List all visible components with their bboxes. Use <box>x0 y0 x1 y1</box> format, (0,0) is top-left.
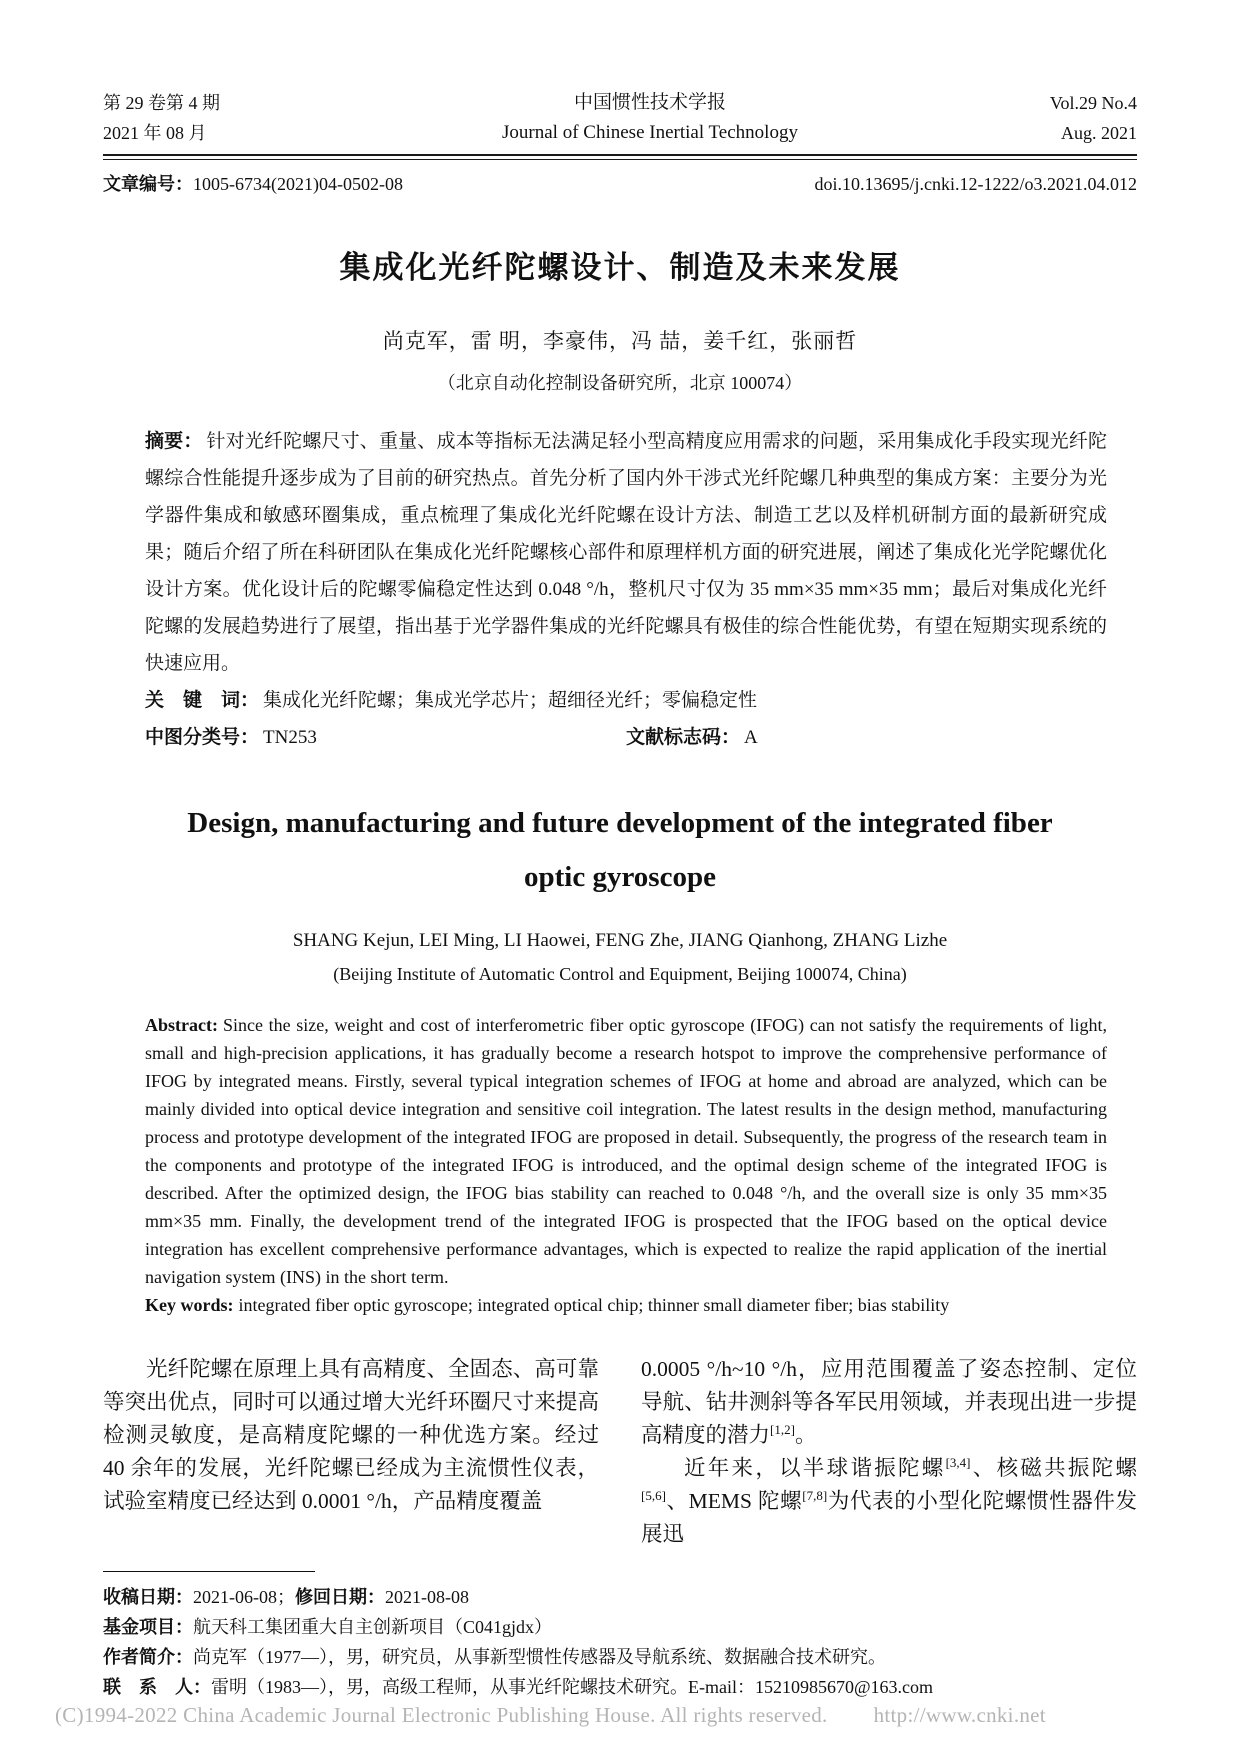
article-number-label: 文章编号： <box>103 174 193 194</box>
body-text: 、MEMS 陀螺 <box>665 1489 803 1513</box>
classification-row <box>145 719 1107 756</box>
running-head-left <box>103 88 303 148</box>
affiliation-en: (Beijing Institute of Automatic Control and Equipment, Beijing 100074, China) <box>333 964 907 984</box>
body-text: 0.0005 °/h~10 °/h，应用范围覆盖了姿态控制、定位导航、钻井测斜等各军民用领域，并表现出进一步提高精度的潜力 <box>641 1357 1137 1447</box>
footnotes <box>103 1571 1137 1702</box>
contact-value: 雷明（1983—），男，高级工程师，从事光纤陀螺技术研究。E-mail：15210985670@163.com <box>211 1677 934 1697</box>
fund-label: 基金项目： <box>103 1617 193 1637</box>
fund-value: 航天科工集团重大自主创新项目（C041gjdx） <box>193 1617 553 1637</box>
abstract-label-cn: 摘要： <box>145 431 203 452</box>
document-code-value: A <box>744 727 758 748</box>
keywords-en <box>145 1291 1107 1319</box>
citation-ref: [7,8] <box>802 1487 828 1503</box>
body-text: 。 <box>794 1423 817 1447</box>
body-columns <box>103 1353 1137 1551</box>
footnote-divider <box>103 1571 315 1572</box>
footnote-contact <box>103 1672 1137 1702</box>
abstract-en <box>145 1011 1107 1291</box>
article-number-value: 1005-6734(2021)04-0502-08 <box>193 174 403 194</box>
article-number <box>103 172 403 196</box>
citation-ref: [3,4] <box>945 1454 971 1470</box>
keywords-label-cn: 关 键 词： <box>145 690 260 711</box>
page-title-en: Design, manufacturing and future development of the integrated fiber optic gyroscope <box>187 807 1053 893</box>
volume-issue-cn: 第 29 卷第 4 期 <box>103 93 220 113</box>
body-column-left <box>103 1353 599 1551</box>
body-paragraph: 光纤陀螺在原理上具有高精度、全固态、高可靠等突出优点，同时可以通过增大光纤环圈尺寸来提高检测灵敏度，是高精度陀螺的一种优选方案。经过 40 余年的发展，光纤陀螺已经成为主流惯性仪表，试验室精度已经达到 0.0001 °/h，产品精度覆盖 <box>103 1357 599 1513</box>
body-paragraph <box>641 1452 1137 1551</box>
volume-issue-en: Vol.29 No.4 <box>1049 93 1137 113</box>
abstract-cn <box>145 423 1107 682</box>
revised-value: 2021-08-08 <box>385 1587 469 1607</box>
abstract-text-en: Since the size, weight and cost of interferometric fiber optic gyroscope (IFOG) can not satisfy the requirements of light, small and high-precision applications, it has gradually become a research hotspot to improve the comprehensive performance of IFOG by integrated means. Firstly, several typical integration schemes of IFOG at home and abroad are analyzed, which can be mainly divided into optical device integration and sensitive coil integration. The latest results in the design method, manufacturing process and prototype development of the integrated IFOG are proposed in detail. Subsequently, the progress of the research team in the components and prototype of the integrated IFOG is introduced, and the optimal design scheme of the integrated IFOG is described. After the optimized design, the IFOG bias stability can reached to 0.048 °/h, and the overall size is only 35 mm×35 mm×35 mm. Finally, the development trend of the integrated IFOG is prospected that the IFOG based on the optical device integration has excellent comprehensive performance advantages, which is expected to realize the rapid application of the inertial navigation system (INS) in the short term. <box>145 1015 1107 1287</box>
received-value: 2021-06-08； <box>193 1587 295 1607</box>
body-text: 、核磁共振陀螺 <box>970 1456 1137 1480</box>
footnote-fund <box>103 1612 1137 1642</box>
authors-cn: 尚克军，雷 明，李豪伟，冯 喆，姜千红，张丽哲 <box>382 329 858 353</box>
clc-number <box>145 719 626 756</box>
document-code-label: 文献标志码： <box>626 727 741 748</box>
keywords-text-en: integrated fiber optic gyroscope; integrated optical chip; thinner small diameter fiber; bias stability <box>238 1295 950 1315</box>
footnote-dates <box>103 1582 1137 1612</box>
cnki-watermark <box>55 1703 1046 1728</box>
citation-ref: [5,6] <box>641 1487 666 1503</box>
revised-label: 修回日期： <box>295 1587 385 1607</box>
article-meta-row <box>103 172 1137 196</box>
body-column-right <box>641 1353 1137 1551</box>
contact-label: 联 系 人： <box>103 1677 211 1697</box>
clc-label: 中图分类号： <box>145 727 260 748</box>
citation-ref: [1,2] <box>770 1421 795 1437</box>
body-text: 为代表的小型化陀螺惯性器件发展迅 <box>641 1489 1137 1546</box>
running-head <box>103 88 1137 148</box>
clc-value: TN253 <box>263 727 317 748</box>
body-text: 近年来，以半球谐振陀螺 <box>684 1456 946 1480</box>
journal-title-en: Journal of Chinese Inertial Technology <box>502 122 798 143</box>
running-head-center <box>303 88 997 148</box>
doi: doi.10.13695/j.cnki.12-1222/o3.2021.04.012 <box>814 174 1137 194</box>
header-divider <box>103 154 1137 160</box>
keywords-text-cn: 集成化光纤陀螺；集成光学芯片；超细径光纤；零偏稳定性 <box>263 690 758 711</box>
document-code <box>626 719 758 756</box>
copyright-text: (C)1994-2022 China Academic Journal Electronic Publishing House. All rights reserved. <box>55 1703 828 1727</box>
keywords-cn <box>145 682 1107 719</box>
biography-value: 尚克军（1977—），男，研究员，从事新型惯性传感器及导航系统、数据融合技术研究。 <box>193 1647 886 1667</box>
keywords-label-en: Key words: <box>145 1295 234 1315</box>
abstract-label-en: Abstract: <box>145 1015 218 1035</box>
biography-label: 作者简介： <box>103 1647 193 1667</box>
footnote-biography <box>103 1642 1137 1672</box>
affiliation-cn: （北京自动化控制设备研究所，北京 100074） <box>437 373 803 393</box>
cnki-url: http://www.cnki.net <box>873 1703 1046 1727</box>
abstract-text-cn: 针对光纤陀螺尺寸、重量、成本等指标无法满足轻小型高精度应用需求的问题，采用集成化手段实现光纤陀螺综合性能提升逐步成为了目前的研究热点。首先分析了国内外干涉式光纤陀螺几种典型的集成方案：主要分为光学器件集成和敏感环圈集成，重点梳理了集成化光纤陀螺在设计方法、制造工艺以及样机研制方面的最新研究成果；随后介绍了所在科研团队在集成化光纤陀螺核心部件和原理样机方面的研究进展，阐述了集成化光学陀螺优化设计方案。优化设计后的陀螺零偏稳定性达到 0.048 °/h，整机尺寸仅为 35 mm×35 mm×35 mm；最后对集成化光纤陀螺的发展趋势进行了展望，指出基于光学器件集成的光纤陀螺具有极佳的综合性能优势，有望在短期实现系统的快速应用。 <box>145 431 1107 674</box>
authors-en: SHANG Kejun, LEI Ming, LI Haowei, FENG Zhe, JIANG Qianhong, ZHANG Lizhe <box>292 930 948 951</box>
received-label: 收稿日期： <box>103 1587 193 1607</box>
page-title-cn: 集成化光纤陀螺设计、制造及未来发展 <box>339 250 901 285</box>
journal-title-cn: 中国惯性技术学报 <box>573 92 726 113</box>
issue-date-en: Aug. 2021 <box>1061 123 1137 143</box>
running-head-right <box>997 88 1137 148</box>
issue-date-cn: 2021 年 08 月 <box>103 123 207 143</box>
body-paragraph <box>641 1353 1137 1452</box>
